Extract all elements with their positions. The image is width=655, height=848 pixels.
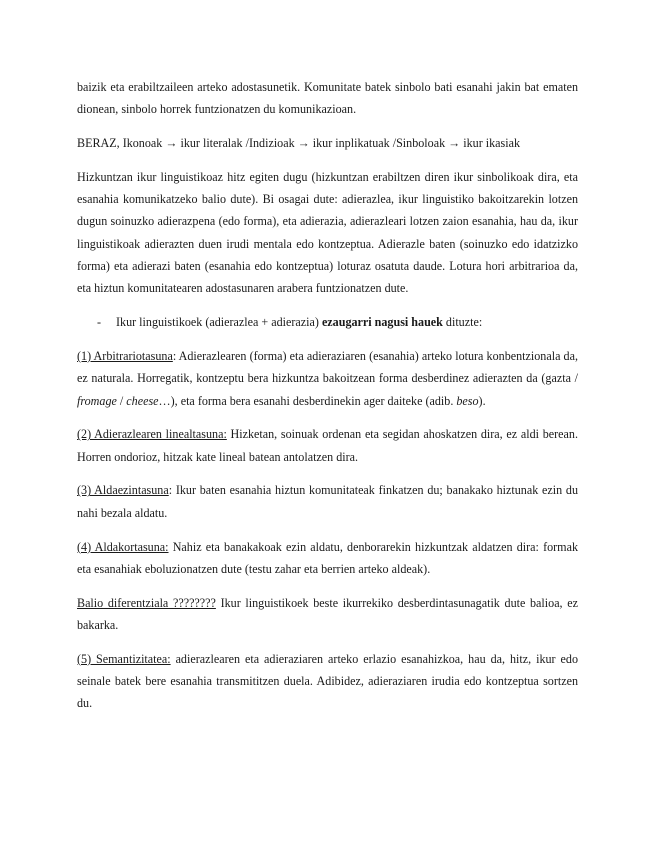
- feature-text: : Ikur baten esanahia hiztun komunitateak finkatzen du; banakako hiztunak ezin du nahi bezala aldatu.: [77, 483, 578, 520]
- bullet-main-features: [77, 311, 578, 333]
- feature-differential-value: [77, 592, 578, 637]
- feature-italic-beso: beso: [456, 393, 479, 408]
- bullet-dash: -: [97, 315, 102, 330]
- feature-text: Nahiz eta banakakoak ezin aldatu, denborarekin hizkuntzak aldatzen dira: formak eta esanahiak eboluzionatzen dute (testu zahar eta berrien arteko aldeak).: [77, 539, 579, 576]
- feature-text: Ikur linguistikoek beste ikurrekiko desberdintasunagatik dute balioa, ez bakarka.: [77, 595, 578, 632]
- bullet-text-before: Ikur linguistikoek (adierazlea + adierazia): [116, 315, 322, 330]
- feature-text: ).: [478, 393, 486, 408]
- feature-text: Hizketan, soinuak ordenan eta segidan ahoskatzen dira, ez aldi berean. Horren ondorioz, hitzak kate lineal batean antolatzen dira.: [77, 427, 578, 464]
- feature-title: Balio diferentziala ????????: [77, 595, 216, 610]
- feature-text: adierazlearen eta adieraziaren arteko erlazio esanahizkoa, hau da, hitz, ikur edo seinale batek bere esanahia transmititzen duela. Adibidez, adieraziaren irudia edo kontzeptua sortzen du.: [77, 651, 578, 711]
- bullet-text-bold: ezaugarri nagusi hauek: [321, 315, 443, 330]
- feature-linearity: [77, 423, 578, 468]
- bullet-text: [116, 311, 578, 333]
- feature-title: (5) Semantizitatea:: [77, 651, 171, 666]
- feature-mutability: [77, 536, 578, 581]
- paragraph-linguistic-sign: Hizkuntzan ikur linguistikoaz hitz egiten dugu (hizkuntzan erabiltzen diren ikur sinbolikoak dira, eta esanahia komunikatzeko balio dute). Bi osagai dute: adierazlea, ikur linguistiko bakoitzarekin lotzen dugun soinuzko adierazpena (edo forma), eta adierazia, adierazleari lotzen zaion esanahia, hau da, ikur linguistikoak adierazten duen irudi mentala edo kontzeptua. Adierazle baten (soinuzko edo idatzizko forma) eta adierazi baten (esanahia edo kontzeptua) loturaz osatuta daude. Lotura hori arbitrarioa da, eta hiztun komunitatearen adostasunaren arabera funtzionatzen dute.: [77, 169, 578, 296]
- feature-text: : Adierazlearen (forma) eta adieraziaren (esanahia) arteko lotura konbentzionala da, ez naturala. Horregatik, kontzeptu bera hizkuntza bakoitzean forma desberdinez adierazten da (gazta /: [77, 348, 578, 386]
- bullet-text-after: dituzte:: [442, 315, 483, 330]
- feature-text: /: [116, 393, 127, 408]
- feature-title: (2) Adierazlearen linealtasuna:: [77, 427, 227, 442]
- feature-italic-cheese: cheese: [126, 393, 159, 408]
- feature-italic-fromage: fromage: [77, 393, 117, 408]
- paragraph-arbitrary-symbols: baizik eta erabiltzaileen arteko adostasunetik. Komunitate batek sinbolo bati esanahi jakin bat ematen dionean, sinbolo horrek funtzionatzen du komunikazioan.: [77, 80, 578, 117]
- feature-title: (1) Arbitrariotasuna: [77, 348, 173, 363]
- feature-semanticity: [77, 648, 578, 715]
- feature-title: (3) Aldaezintasuna: [77, 483, 169, 498]
- feature-arbitrariness: [77, 345, 578, 412]
- feature-title: (4) Aldakortasuna:: [77, 539, 169, 554]
- paragraph-summary-beraz: BERAZ, Ikonoak → ikur literalak /Indizioak → ikur inplikatuak /Sinboloak → ikur ikasiak: [77, 136, 521, 151]
- feature-immutability: [77, 479, 578, 524]
- feature-text: …), eta forma bera esanahi desberdinekin ager daiteke (adib.: [158, 393, 457, 408]
- document-page: [77, 76, 578, 726]
